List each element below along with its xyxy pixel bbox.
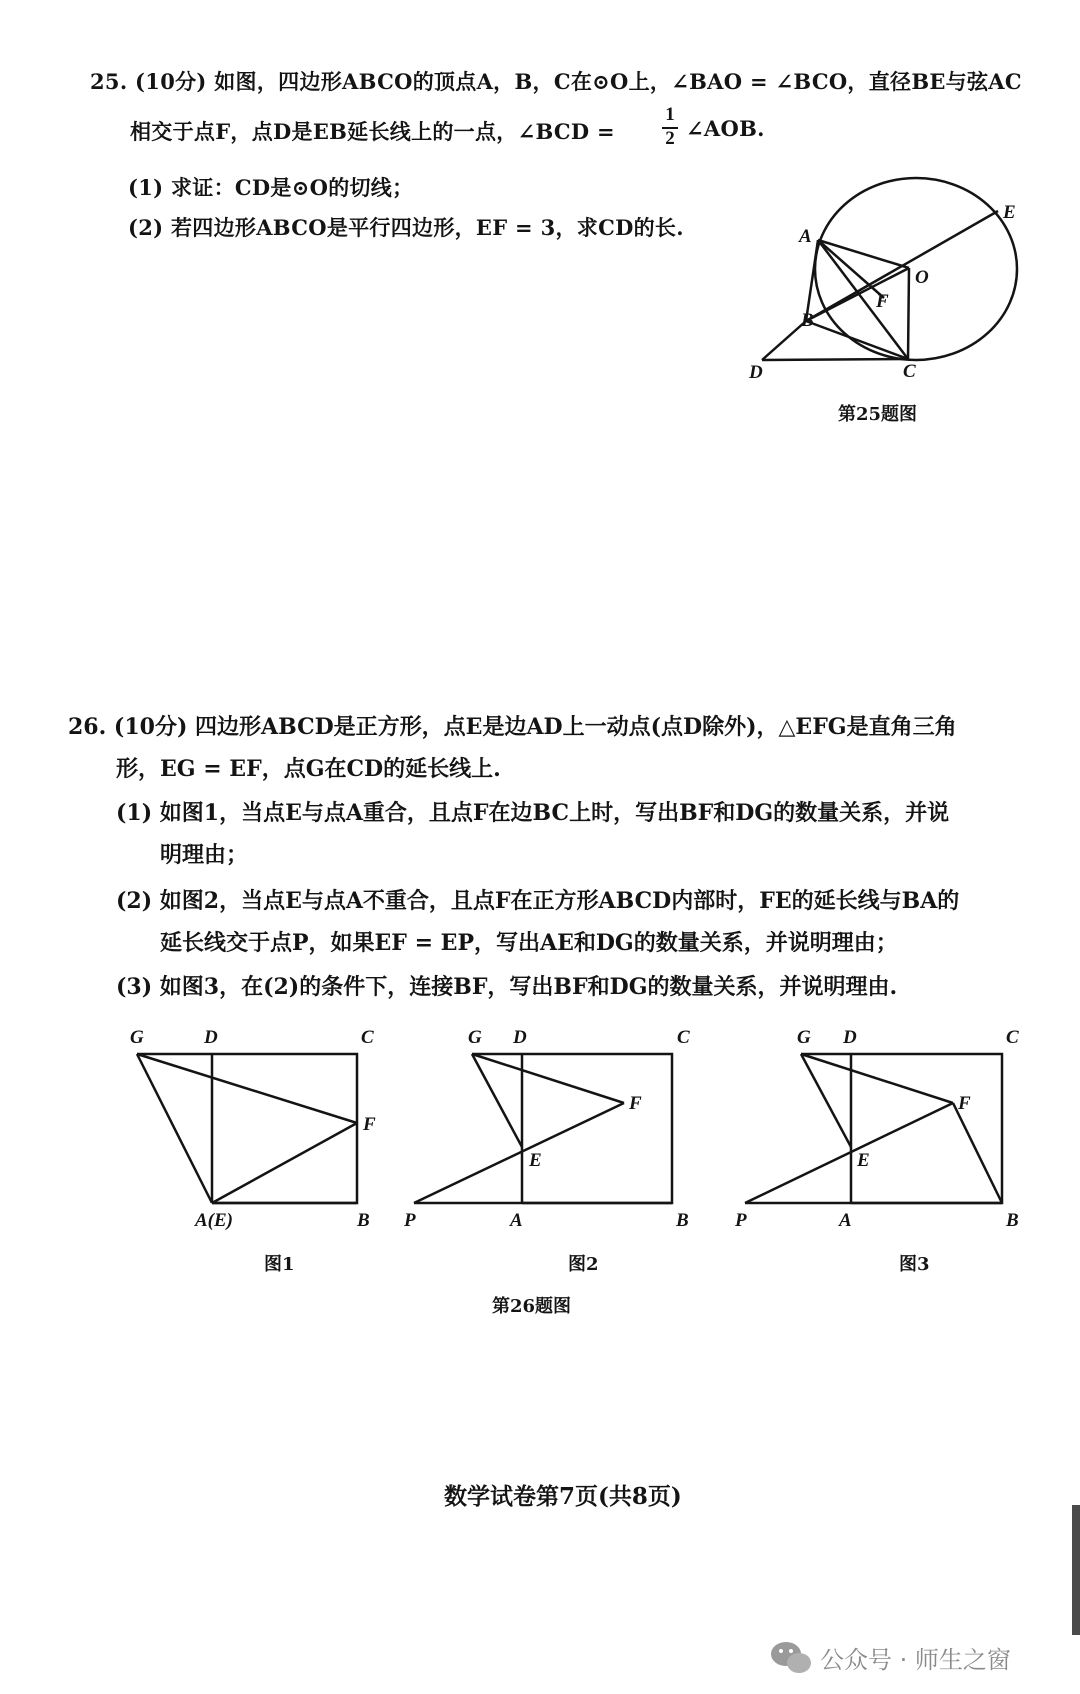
q26-fig3-label-D: D bbox=[843, 1027, 857, 1048]
q26-fig3-label-A: A bbox=[839, 1210, 852, 1231]
q25-label-D: D bbox=[749, 362, 763, 383]
q26-fig1-label-D: D bbox=[204, 1027, 218, 1048]
q25-frac-num: 1 bbox=[665, 104, 675, 125]
q26-fig2-label-B: B bbox=[676, 1210, 689, 1231]
q26-fig1-label-F: F bbox=[363, 1114, 376, 1135]
q25-part2: (2) 若四边形ABCO是平行四边形，EF = 3，求CD的长. bbox=[128, 215, 684, 240]
q26-fig1-label-C: C bbox=[361, 1027, 374, 1048]
q26-fig1-label-G: G bbox=[130, 1027, 144, 1048]
q26-part1-b: 明理由； bbox=[160, 842, 249, 868]
q25-part1: (1) 求证：CD是⊙O的切线； bbox=[128, 175, 414, 200]
q26-line1: 26. (10分) 四边形ABCD是正方形，点E是边AD上一动点(点D除外)，△EFG是直角三角 bbox=[68, 714, 957, 740]
q26-fig3-label-P: P bbox=[735, 1210, 747, 1231]
q26-fig3-label-G: G bbox=[797, 1027, 811, 1048]
q26-fig2-label-D: D bbox=[513, 1027, 527, 1048]
q26-fig2-label-A: A bbox=[510, 1210, 523, 1231]
q26-fig3-label-C: C bbox=[1006, 1027, 1019, 1048]
q26-part1-a: (1) 如图1，当点E与点A重合，且点F在边BC上时，写出BF和DG的数量关系，并说 bbox=[116, 800, 950, 826]
q25-label-A: A bbox=[799, 226, 812, 247]
q25-label-E: E bbox=[1003, 202, 1016, 223]
q26-part2-b: 延长线交于点P，如果EF = EP，写出AE和DG的数量关系，并说明理由； bbox=[160, 930, 898, 956]
q26-fig3-label-E: E bbox=[857, 1150, 870, 1171]
q25-label-F: F bbox=[876, 291, 889, 312]
q26-fig3-label-B: B bbox=[1006, 1210, 1019, 1231]
q26-fig3-label-F: F bbox=[958, 1093, 971, 1114]
q26-fig1-label-AE: A(E) bbox=[195, 1210, 233, 1231]
q26-fig2-label-E: E bbox=[529, 1150, 542, 1171]
page-footer: 数学试卷第7页(共8页) bbox=[444, 1483, 682, 1510]
q26-fig1-caption: 图1 bbox=[264, 1254, 295, 1275]
q25-label-B: B bbox=[801, 310, 814, 331]
q25-label-O: O bbox=[915, 267, 929, 288]
q25-line2a: 相交于点F，点D是EB延长线上的一点，∠BCD = bbox=[130, 119, 615, 144]
q26-fig2-label-F: F bbox=[629, 1093, 642, 1114]
q26-line2: 形，EG = EF，点G在CD的延长线上. bbox=[116, 756, 501, 782]
q26-fig2-caption: 图2 bbox=[568, 1254, 599, 1275]
q26-fig2-label-C: C bbox=[677, 1027, 690, 1048]
q25-line2b: ∠AOB. bbox=[686, 116, 765, 141]
q26-fig2-label-G: G bbox=[468, 1027, 482, 1048]
page-edge-bar bbox=[1072, 1505, 1080, 1635]
q25-line1: 25. (10分) 如图，四边形ABCO的顶点A，B，C在⊙O上，∠BAO = ∠BCO，直径BE与弦AC bbox=[90, 69, 1022, 94]
q26-fig1-label-B: B bbox=[357, 1210, 370, 1231]
q26-part2-a: (2) 如图2，当点E与点A不重合，且点F在正方形ABCD内部时，FE的延长线与BA的 bbox=[116, 888, 960, 914]
watermark-text: 公众号 · 师生之窗 bbox=[820, 1646, 1011, 1674]
q25-label-C: C bbox=[903, 361, 916, 382]
q26-fig3-caption: 图3 bbox=[899, 1254, 930, 1275]
q25-frac-den: 2 bbox=[665, 128, 675, 149]
q25-caption: 第25题图 bbox=[838, 404, 918, 425]
q26-caption: 第26题图 bbox=[492, 1296, 572, 1317]
q26-fig2-label-P: P bbox=[404, 1210, 416, 1231]
q26-part3: (3) 如图3，在(2)的条件下，连接BF，写出BF和DG的数量关系，并说明理由. bbox=[116, 974, 898, 1000]
